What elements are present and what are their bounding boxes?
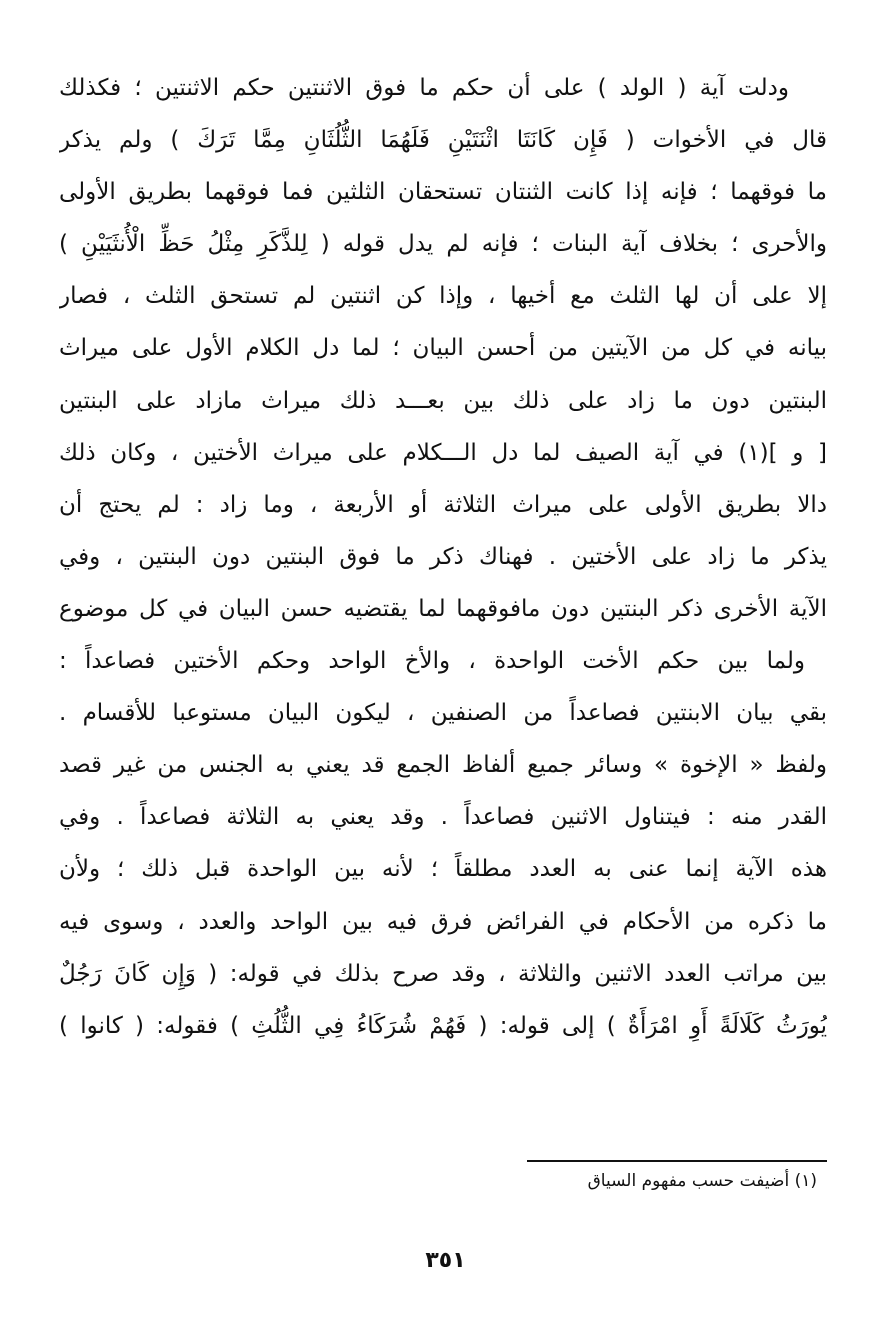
text-line: إلا على أن لها الثلث مع أخيها ، وإذا كن اثنتين لم تستحق الثلث ، فصار xyxy=(59,283,827,310)
text-line: ولما بين حكم الأخت الواحدة ، والأخ الواحد وحكم الأختين فصاعداً : xyxy=(59,648,805,675)
text-line: والأحرى ؛ بخلاف آية البنات ؛ فإنه لم يدل قوله ( لِلذَّكَرِ مِثْلُ حَظِّ الْأُنثَيَيْنِ ) xyxy=(59,231,827,258)
text-line: هذه الآية إنما عنى به العدد مطلقاً ؛ لأنه بين الواحدة قبل ذلك ؛ ولأن xyxy=(59,856,827,883)
text-line: ولفظ « الإخوة » وسائر جميع ألفاظ الجمع قد يعني به الجنس من غير قصد xyxy=(59,752,827,779)
text-line: ما ذكره من الأحكام في الفرائض فرق فيه بين الواحد والعدد ، وسوى فيه xyxy=(59,908,827,935)
text-line: بيانه في كل من الآيتين من أحسن البيان ؛ لما دل الكلام الأول على ميراث xyxy=(59,335,827,362)
text-line: ودلت آية ( الولد ) على أن حكم ما فوق الاثنتين حكم الاثنتين ؛ فكذلك xyxy=(59,75,789,101)
text-line: البنتين دون ما زاد على ذلك بين بعـــد ذلك ميراث مازاد على البنتين xyxy=(59,387,827,414)
text-line: الآية الأخرى ذكر البنتين دون مافوقهما لما يقتضيه حسن البيان في كل موضوع xyxy=(59,595,827,622)
footnote-divider xyxy=(527,1160,827,1162)
text-line: يذكر ما زاد على الأختين . فهناك ذكر ما فوق البنتين دون البنتين ، وفي xyxy=(59,543,827,570)
footnote: (١) أضيفت حسب مفهوم السياق xyxy=(587,1171,817,1191)
text-line: القدر منه : فيتناول الاثنين فصاعداً . وقد يعني به الثلاثة فصاعداً . وفي xyxy=(59,804,827,831)
text-line: [ و ](١) في آية الصيف لما دل الـــكلام على ميراث الأختين ، وكان ذلك xyxy=(59,439,827,466)
body-text xyxy=(59,62,827,1052)
text-line: بين مراتب العدد الاثنين والثلاثة ، وقد صرح بذلك في قوله: ( وَإِن كَانَ رَجُلٌ xyxy=(59,960,827,987)
text-line: بقي بيان الابنتين فصاعداً من الصنفين ، ليكون البيان مستوعبا للأقسام . xyxy=(59,700,827,727)
page-number: ٣٥١ xyxy=(425,1248,466,1273)
text-line: يُورَثُ كَلَالَةً أَوِ امْرَأَةٌ ) إلى قوله: ( فَهُمْ شُرَكَاءُ فِي الثُّلُثِ ) فقوله: ( كانوا ) xyxy=(59,1012,827,1039)
text-line: قال في الأخوات ( فَإِن كَانَتَا اثْنَتَيْنِ فَلَهُمَا الثُّلُثَانِ مِمَّا تَرَكَ ) ولم يذكر xyxy=(59,127,827,154)
text-line: دالا بطريق الأولى على ميراث الثلاثة أو الأربعة ، وما زاد : لم يحتج أن xyxy=(59,491,827,518)
text-line: ما فوقهما ؛ فإنه إذا كانت الثنتان تستحقان الثلثين فما فوقهما بطريق الأولى xyxy=(59,179,827,206)
